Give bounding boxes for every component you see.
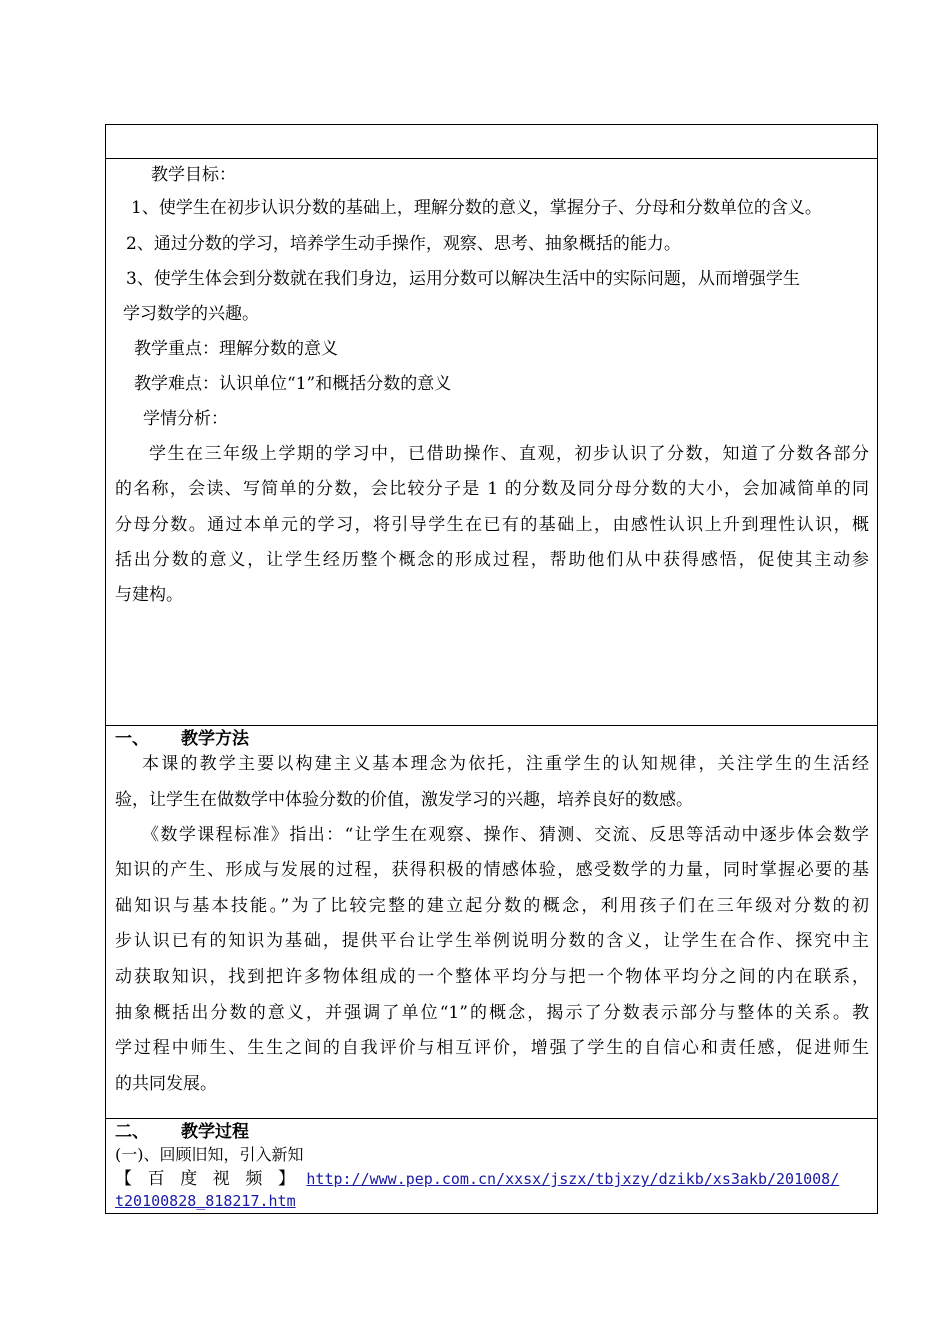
video-label: 【 百 度 视 频 】 (115, 1169, 295, 1189)
video-link-continued-row (115, 1190, 877, 1212)
goal-item-3-line-1: 3、使学生体会到分数就在我们身边，运用分数可以解决生活中的实际问题，从而增强学生 (126, 269, 800, 289)
analysis-line: 分母分数。通过本单元的学习，将引导学生在已有的基础上，由感性认识上升到理性认识，概 (115, 515, 869, 535)
method-title: 教学方法 (181, 729, 249, 749)
method-para2-line: 学过程中师生、生生之间的自我评价与相互评价，增强了学生的自信心和责任感，促进师生 (115, 1038, 869, 1058)
method-para2-line: 的共同发展。 (115, 1074, 217, 1094)
method-para2-line: 抽象概括出分数的意义，并强调了单位“1”的概念，揭示了分数表示部分与整体的关系。教 (115, 1003, 869, 1023)
method-para2-line: 知识的产生、形成与发展的过程，获得积极的情感体验，感受数学的力量，同时掌握必要的基 (115, 860, 869, 880)
video-row (115, 1168, 869, 1190)
method-para2-line: 步认识已有的知识为基础，提供平台让学生举例说明分数的含义，让学生在合作、探究中主 (115, 931, 869, 951)
difficulty: 教学难点：认识单位“1”和概括分数的意义 (134, 374, 452, 394)
analysis-line: 学生在三年级上学期的学习中，已借助操作、直观，初步认识了分数，知道了分数各部分 (149, 444, 869, 464)
method-para2-line: 础知识与基本技能。”为了比较完整的建立起分数的概念，利用孩子们在三年级对分数的初 (115, 896, 869, 916)
process-sub1: (一)、回顾旧知，引入新知 (115, 1145, 304, 1164)
table-row-empty (106, 125, 877, 158)
process-title: 教学过程 (181, 1122, 249, 1142)
table-row-goals (106, 158, 877, 725)
analysis-line: 的名称，会读、写简单的分数，会比较分子是 1 的分数及同分母分数的大小，会加减简单的同 (115, 479, 869, 499)
method-para1-line: 本课的教学主要以构建主义基本理念为依托，注重学生的认知规律，关注学生的生活经 (142, 754, 869, 774)
method-para2-line: 《数学课程标准》指出：“让学生在观察、操作、猜测、交流、反思等活动中逐步体会数学 (142, 825, 869, 845)
video-link-continued[interactable]: t20100828_818217.htm (115, 1192, 296, 1210)
analysis-line: 与建构。 (115, 585, 183, 605)
analysis-line: 括出分数的意义，让学生经历整个概念的形成过程，帮助他们从中获得感悟，促使其主动参 (115, 550, 869, 570)
goals-title: 教学目标： (151, 165, 236, 185)
goal-item-2: 2、通过分数的学习，培养学生动手操作，观察、思考、抽象概括的能力。 (126, 234, 681, 254)
table-row-process (106, 1118, 877, 1213)
goal-item-3-line-2: 学习数学的兴趣。 (123, 304, 259, 324)
method-number: 一、 (115, 729, 149, 749)
method-heading (115, 728, 877, 750)
analysis-title: 学情分析： (143, 409, 228, 429)
process-heading (115, 1121, 877, 1143)
lesson-plan-table (105, 124, 878, 1214)
method-para1-line: 验，让学生在做数学中体验分数的价值，激发学习的兴趣，培养良好的数感。 (115, 790, 693, 810)
table-row-method (106, 725, 877, 1118)
method-para2-line: 动获取知识，找到把许多物体组成的一个整体平均分与把一个物体平均分之间的内在联系， (115, 967, 869, 987)
key-point: 教学重点：理解分数的意义 (134, 339, 338, 359)
goal-item-1: 1、使学生在初步认识分数的基础上，理解分数的意义，掌握分子、分母和分数单位的含义。 (131, 198, 822, 218)
video-link[interactable]: http://www.pep.com.cn/xxsx/jszx/tbjxzy/dzikb/xs3akb/201008/ (306, 1170, 840, 1188)
process-number: 二、 (115, 1122, 149, 1142)
